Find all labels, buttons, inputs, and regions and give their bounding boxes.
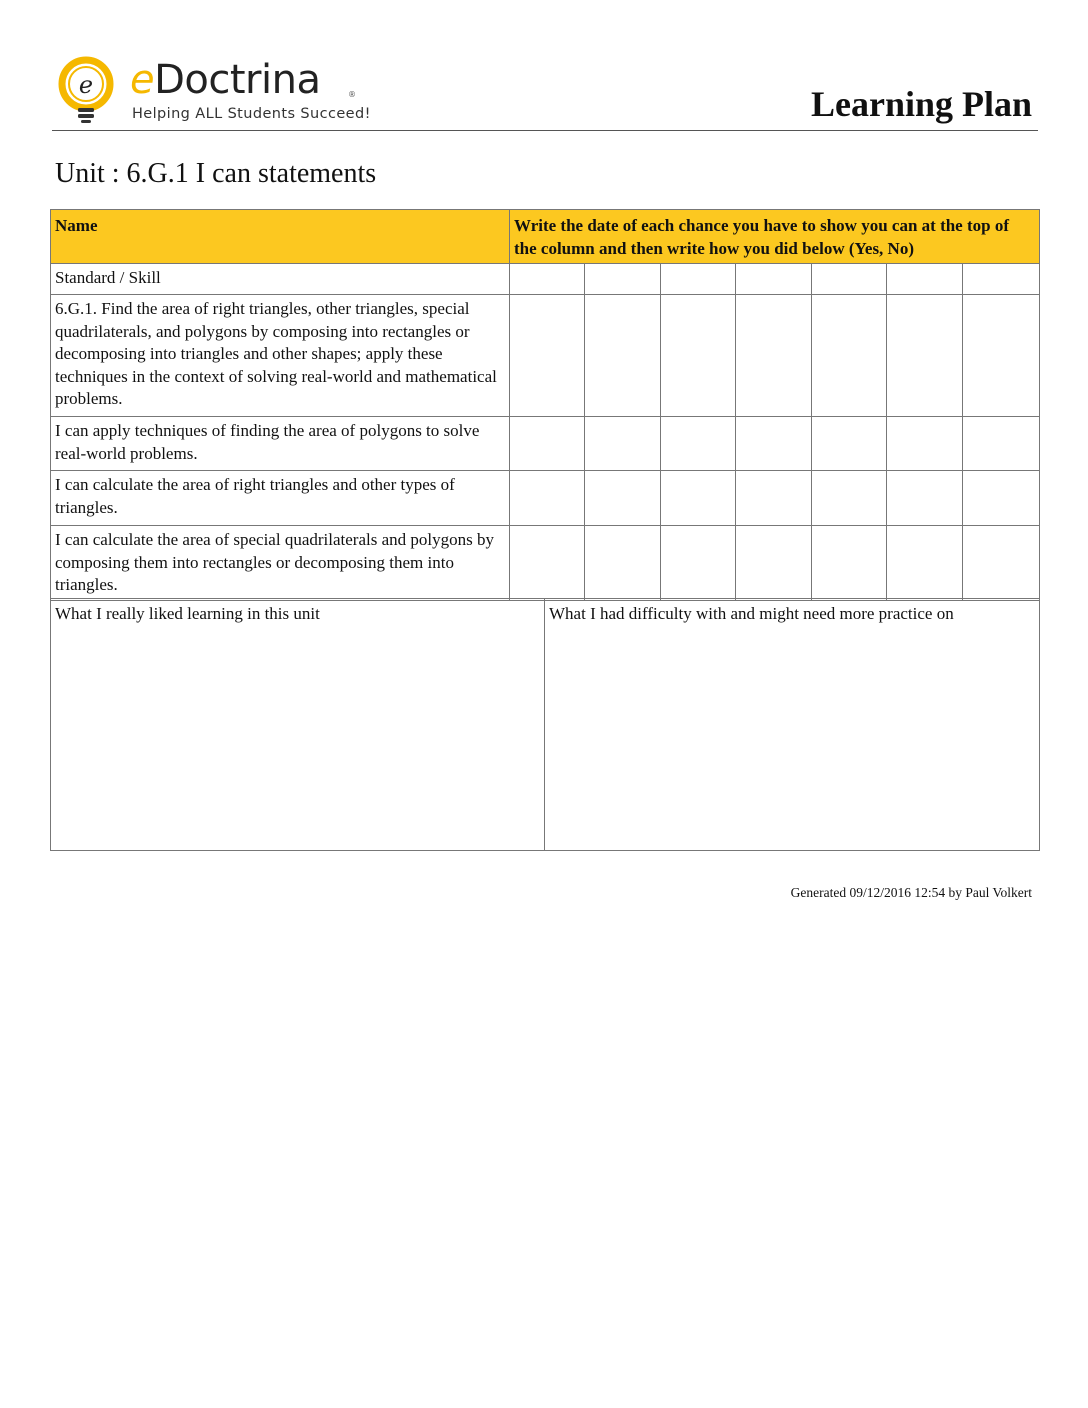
result-cell[interactable] [585,417,661,471]
standard-text: 6.G.1. Find the area of right triangles, other triangles, special quadrilaterals, and polygons by composing into rectangles or decomposing into triangles and other shapes; apply these techniques in the context of solving real-world and mathematical problems. [51,295,510,417]
date-cell[interactable] [736,264,812,295]
result-cell[interactable] [661,295,736,417]
instructions-header-cell: Write the date of each chance you have to show you can at the top of the column and then write how you did below (Yes, No) [510,210,1040,264]
learning-plan-table [50,209,1040,601]
result-cell[interactable] [585,295,661,417]
logo-wordmark [130,58,320,102]
result-cell[interactable] [736,526,812,601]
date-cell[interactable] [661,264,736,295]
result-cell[interactable] [510,526,585,601]
table-row [51,526,1040,601]
result-cell[interactable] [963,295,1040,417]
result-cell[interactable] [963,417,1040,471]
date-cell[interactable] [887,264,963,295]
i-can-statement: I can apply techniques of finding the area of polygons to solve real-world problems. [51,417,510,471]
table-row [51,471,1040,526]
result-cell[interactable] [887,526,963,601]
result-cell[interactable] [887,417,963,471]
reflection-table [50,598,1040,851]
table-header-row [51,210,1040,264]
result-cell[interactable] [661,526,736,601]
generated-footer: Generated 09/12/2016 12:54 by Paul Volkert [790,885,1032,900]
standard-skill-label: Standard / Skill [51,264,510,295]
result-cell[interactable] [812,471,887,526]
bulb-letter: e [78,71,94,99]
date-cell[interactable] [585,264,661,295]
difficulty-box[interactable] [545,599,1040,851]
result-cell[interactable] [736,417,812,471]
date-cell[interactable] [963,264,1040,295]
standard-label-row [51,264,1040,295]
result-cell[interactable] [963,526,1040,601]
liked-learning-box[interactable] [51,599,545,851]
table-row [51,417,1040,471]
result-cell[interactable] [812,526,887,601]
i-can-statement: I can calculate the area of right triangles and other types of triangles. [51,471,510,526]
document-title: Learning Plan [810,84,1032,124]
result-cell[interactable] [510,471,585,526]
result-cell[interactable] [585,526,661,601]
result-cell[interactable] [510,417,585,471]
date-cell[interactable] [812,264,887,295]
result-cell[interactable] [661,417,736,471]
liked-learning-label: What I really liked learning in this unit [55,604,320,623]
header-divider [52,130,1038,131]
result-cell[interactable] [736,471,812,526]
result-cell[interactable] [661,471,736,526]
lightbulb-icon [54,54,126,126]
result-cell[interactable] [585,471,661,526]
result-cell[interactable] [887,295,963,417]
difficulty-label: What I had difficulty with and might need more practice on [549,604,954,623]
result-cell[interactable] [963,471,1040,526]
table-row [51,295,1040,417]
edoctrina-logo [54,54,374,126]
result-cell[interactable] [812,417,887,471]
i-can-statement: I can calculate the area of special quadrilaterals and polygons by composing them into rectangles or decomposing them into triangles. [51,526,510,601]
result-cell[interactable] [736,295,812,417]
result-cell[interactable] [510,295,585,417]
logo-wordmark-e: e [130,57,155,103]
registered-mark: ® [348,90,356,99]
unit-title: Unit : 6.G.1 I can statements [55,158,377,189]
date-cell[interactable] [510,264,585,295]
result-cell[interactable] [812,295,887,417]
result-cell[interactable] [887,471,963,526]
logo-tagline: Helping ALL Students Succeed! [132,106,371,122]
name-header-cell: Name [51,210,510,264]
logo-wordmark-rest: Doctrina [154,57,321,103]
